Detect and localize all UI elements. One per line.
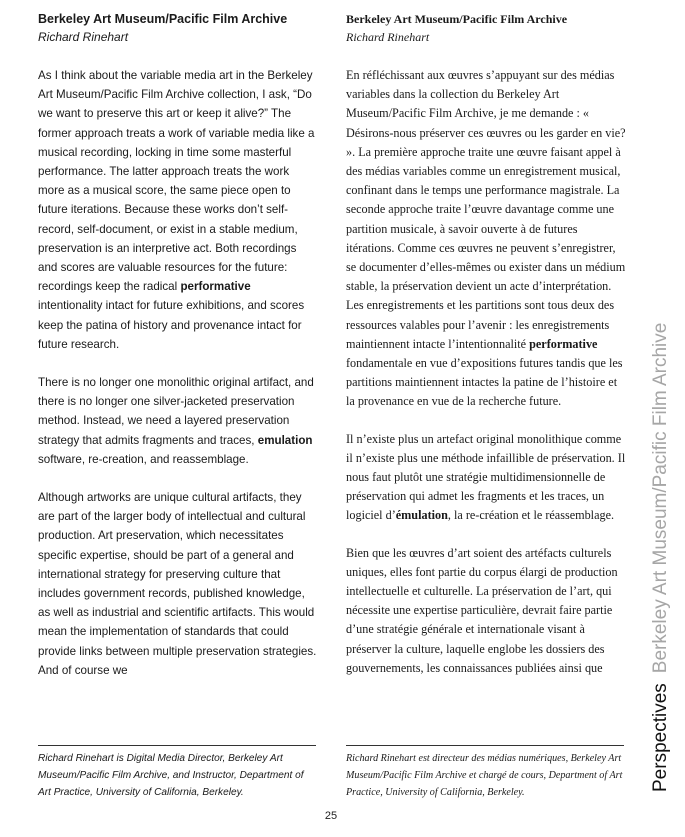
- paragraph: [346, 66, 628, 412]
- article-author: Richard Rinehart: [38, 30, 129, 44]
- text-run: intentionality intact for future exhibitions, and scores keep the patina of history and provenance intact for future research.: [38, 299, 305, 351]
- text-run: fondamentale en vue d’expositions futures tandis que les partitions maintiennent intactes la patine de l’histoire et la provenance en vue de la recherche future.: [346, 356, 623, 409]
- article-title: Berkeley Art Museum/Pacific Film Archive: [38, 12, 288, 26]
- text-run: , la re-création et le réassemblage.: [447, 508, 615, 523]
- emphasized-term: performative: [180, 280, 251, 294]
- french-column: [346, 10, 628, 696]
- article-author: Richard Rinehart: [346, 30, 430, 44]
- section-name: Perspectives: [650, 683, 671, 792]
- text-run: Il n’existe plus un artefact original monolithique comme il n’existe plus une méthode infaillible de préservation. Il nous faut plutôt une stratégie multidimensionnelle de préservation qui admet les fragments et les traces, un logiciel d’: [346, 431, 626, 523]
- text-run: As I think about the variable media art in the Berkeley Art Museum/Pacific Film Archive collection, I ask, “Do we want to preserve this art or keep it alive?” The former approach treats a work of variable media like a musical recording, locking in time some masterful performance. The latter approach treats the work more as a musical score, the same piece open to future iterations. Because these works don’t self-record, self-document, or exist in a stable medium, preservation is an interpretive act. Both recordings and scores are valuable resources for the future: recordings keep the radical: [38, 69, 315, 294]
- english-column: [38, 10, 318, 699]
- text-run: There is no longer one monolithic original artifact, and there is no longer one silver-jacketed preservation method. Instead, we need a layered preservation strategy that admits fragments and traces,: [38, 376, 314, 447]
- paragraph: [346, 544, 628, 678]
- paragraph: [38, 66, 318, 354]
- section-tab: [648, 323, 674, 792]
- text-run: Although artworks are unique cultural artifacts, they are part of the larger body of intellectual and cultural production. Art preservation, which necessitates specific expertise, should be part of a general and international strategy for preserving culture that includes government records, published knowledge, as well as industrial and scientific artifacts. This would mean the implementation of standards that could provide links between multiple preservation strategies. And of course we: [38, 491, 317, 677]
- paragraph: [38, 488, 318, 680]
- emphasized-term: performative: [529, 336, 598, 351]
- article-title: Berkeley Art Museum/Pacific Film Archive: [346, 12, 568, 26]
- paragraph: [38, 373, 318, 469]
- text-run: Bien que les œuvres d’art soient des artéfacts culturels uniques, elles font partie du corpus élargi de production intellectuelle et culturelle. La préservation de l’art, qui nécessite une expertise particulière, devrait faire partie d’une stratégie générale et internationale visant à préserver la culture, laquelle englobe les dossiers des gouvernements, les connaissances publiées ainsi que: [346, 545, 618, 675]
- emphasized-term: émulation: [395, 508, 448, 523]
- text-run: En réfléchissant aux œuvres s’appuyant sur des médias variables dans la collection du Berkeley Art Museum/Pacific Film Archive, je me demande : « Désirons-nous préserver ces œuvres ou les garder en vie? ». La première approche traite une œuvre faisant appel à des médias variables comme un enregistrement musical, confinant dans le temps une performance magistrale. La seconde approche traite l’œuvre davantage comme une partition musicale, à savoir ouverte à de futures itérations. Comme ces œuvres ne peuvent s’enregistrer, se documenter d’elles-mêmes ou exister dans un médium stable, la préservation devient un acte d’interprétation. Les enregistrements et les partitions sont tous deux des ressources valables pour l’avenir : les enregistrements maintiennent intacte l’intentionnalité: [346, 68, 626, 351]
- page-number: 25: [324, 810, 338, 822]
- author-footnote: Richard Rinehart est directeur des médias numériques, Berkeley Art Museum/Pacific Film Archive et chargé de cours, Department of Art Practice, University of California, Berkeley.: [346, 745, 624, 801]
- section-subtitle: Berkeley Art Museum/Pacific Film Archive: [650, 322, 671, 674]
- emphasized-term: emulation: [257, 433, 313, 447]
- text-run: software, re-creation, and reassemblage.: [38, 452, 249, 466]
- paragraph: [346, 430, 628, 526]
- author-footnote: Richard Rinehart is Digital Media Director, Berkeley Art Museum/Pacific Film Archive, and Instructor, Department of Art Practice, University of California, Berkeley.: [38, 745, 316, 801]
